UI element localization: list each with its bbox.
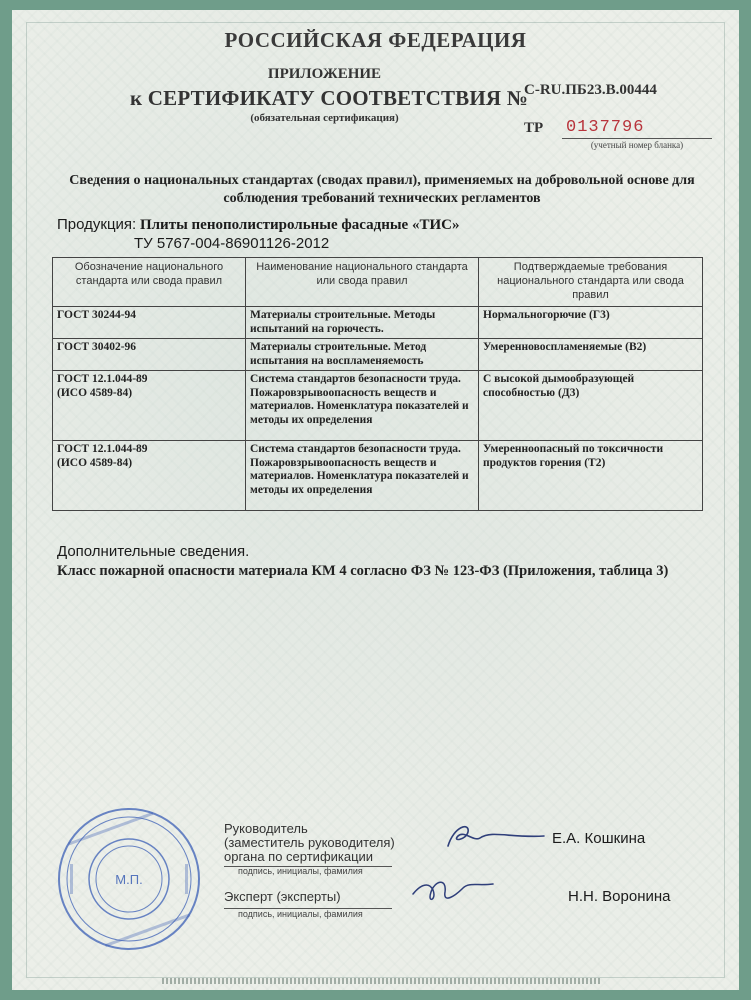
head-signature <box>440 816 550 856</box>
product-label: Продукция: <box>57 216 137 233</box>
table-header-row <box>53 258 703 307</box>
footer-print-strip <box>162 978 602 984</box>
cell-requirement: Нормальногорючие (Г3) <box>479 307 703 339</box>
expert-name: Н.Н. Воронина <box>568 888 671 905</box>
cell-code: ГОСТ 12.1.044-89 (ИСО 4589-84) <box>53 371 246 441</box>
additional-info-text: Класс пожарной опасности материала КМ 4 согласно ФЗ № 123-ФЗ (Приложения, таблица 3) <box>57 563 669 579</box>
standards-table <box>52 257 703 511</box>
cell-name: Материалы строительные. Методы испытаний на горючесть. <box>246 307 479 339</box>
serial-underline <box>562 138 712 139</box>
table-row <box>53 307 703 339</box>
certificate-sheet <box>12 10 739 990</box>
cell-requirement: Умеренновоспламеняемые (В2) <box>479 339 703 371</box>
cell-code: ГОСТ 30402-96 <box>53 339 246 371</box>
cell-requirement: С высокой дымообразующей способностью (Д3) <box>479 371 703 441</box>
product-name: Плиты пенополистирольные фасадные «ТИС» <box>139 217 460 233</box>
cell-name: Система стандартов безопасности труда. Пожаровзрывоопасность веществ и материалов. Номенклатура показателей и методы их определения <box>246 371 479 441</box>
cell-name: Система стандартов безопасности труда. Пожаровзрывоопасность веществ и материалов. Номенклатура показателей и методы их определения <box>246 441 479 511</box>
expert-signature-caption: подпись, инициалы, фамилия <box>238 909 363 919</box>
expert-label: Эксперт (эксперты) <box>224 889 341 904</box>
cell-name: Материалы строительные. Метод испытания на воспламеняемость <box>246 339 479 371</box>
tr-label: ТР <box>524 120 544 136</box>
column-header-requirement: Подтверждаемые требования национального стандарта или свода правил <box>479 258 703 307</box>
certification-type: (обязательная сертификация) <box>250 112 399 124</box>
table-row <box>53 339 703 371</box>
head-signature-caption: подпись, инициалы, фамилия <box>238 866 363 876</box>
head-signatory-label: Руководитель (заместитель руководителя) органа по сертификации <box>224 821 395 864</box>
product-spec: ТУ 5767-004-86901126-2012 <box>134 235 330 252</box>
head-signatory-name: Е.А. Кошкина <box>552 830 646 847</box>
expert-signature <box>407 870 497 910</box>
product-line <box>57 216 459 234</box>
certification-stamp <box>54 804 204 954</box>
additional-info-label: Дополнительные сведения. <box>57 543 250 560</box>
stamp-center-text: М.П. <box>115 872 143 887</box>
certificate-number: C-RU.ПБ23.В.00444 <box>524 82 657 98</box>
appendix-title: ПРИЛОЖЕНИЕ <box>267 66 382 82</box>
certificate-title: к СЕРТИФИКАТУ СООТВЕТСТВИЯ № <box>130 86 529 110</box>
cell-code: ГОСТ 30244-94 <box>53 307 246 339</box>
cell-code: ГОСТ 12.1.044-89 (ИСО 4589-84) <box>53 441 246 511</box>
country-title: РОССИЙСКАЯ ФЕДЕРАЦИЯ <box>224 28 527 52</box>
standards-info-heading: Сведения о национальных стандартах (сводах правил), применяемых на добровольной основе для соблюдения требований технических регламентов <box>69 173 695 206</box>
serial-caption: (учетный номер бланка) <box>590 140 684 150</box>
column-header-name: Наименование национального стандарта или свода правил <box>246 258 479 307</box>
column-header-code: Обозначение национального стандарта или свода правил <box>53 258 246 307</box>
table-row <box>53 371 703 441</box>
cell-requirement: Умеренноопасный по токсичности продуктов горения (Т2) <box>479 441 703 511</box>
table-row <box>53 441 703 511</box>
blank-serial-number: 0137796 <box>566 118 645 137</box>
